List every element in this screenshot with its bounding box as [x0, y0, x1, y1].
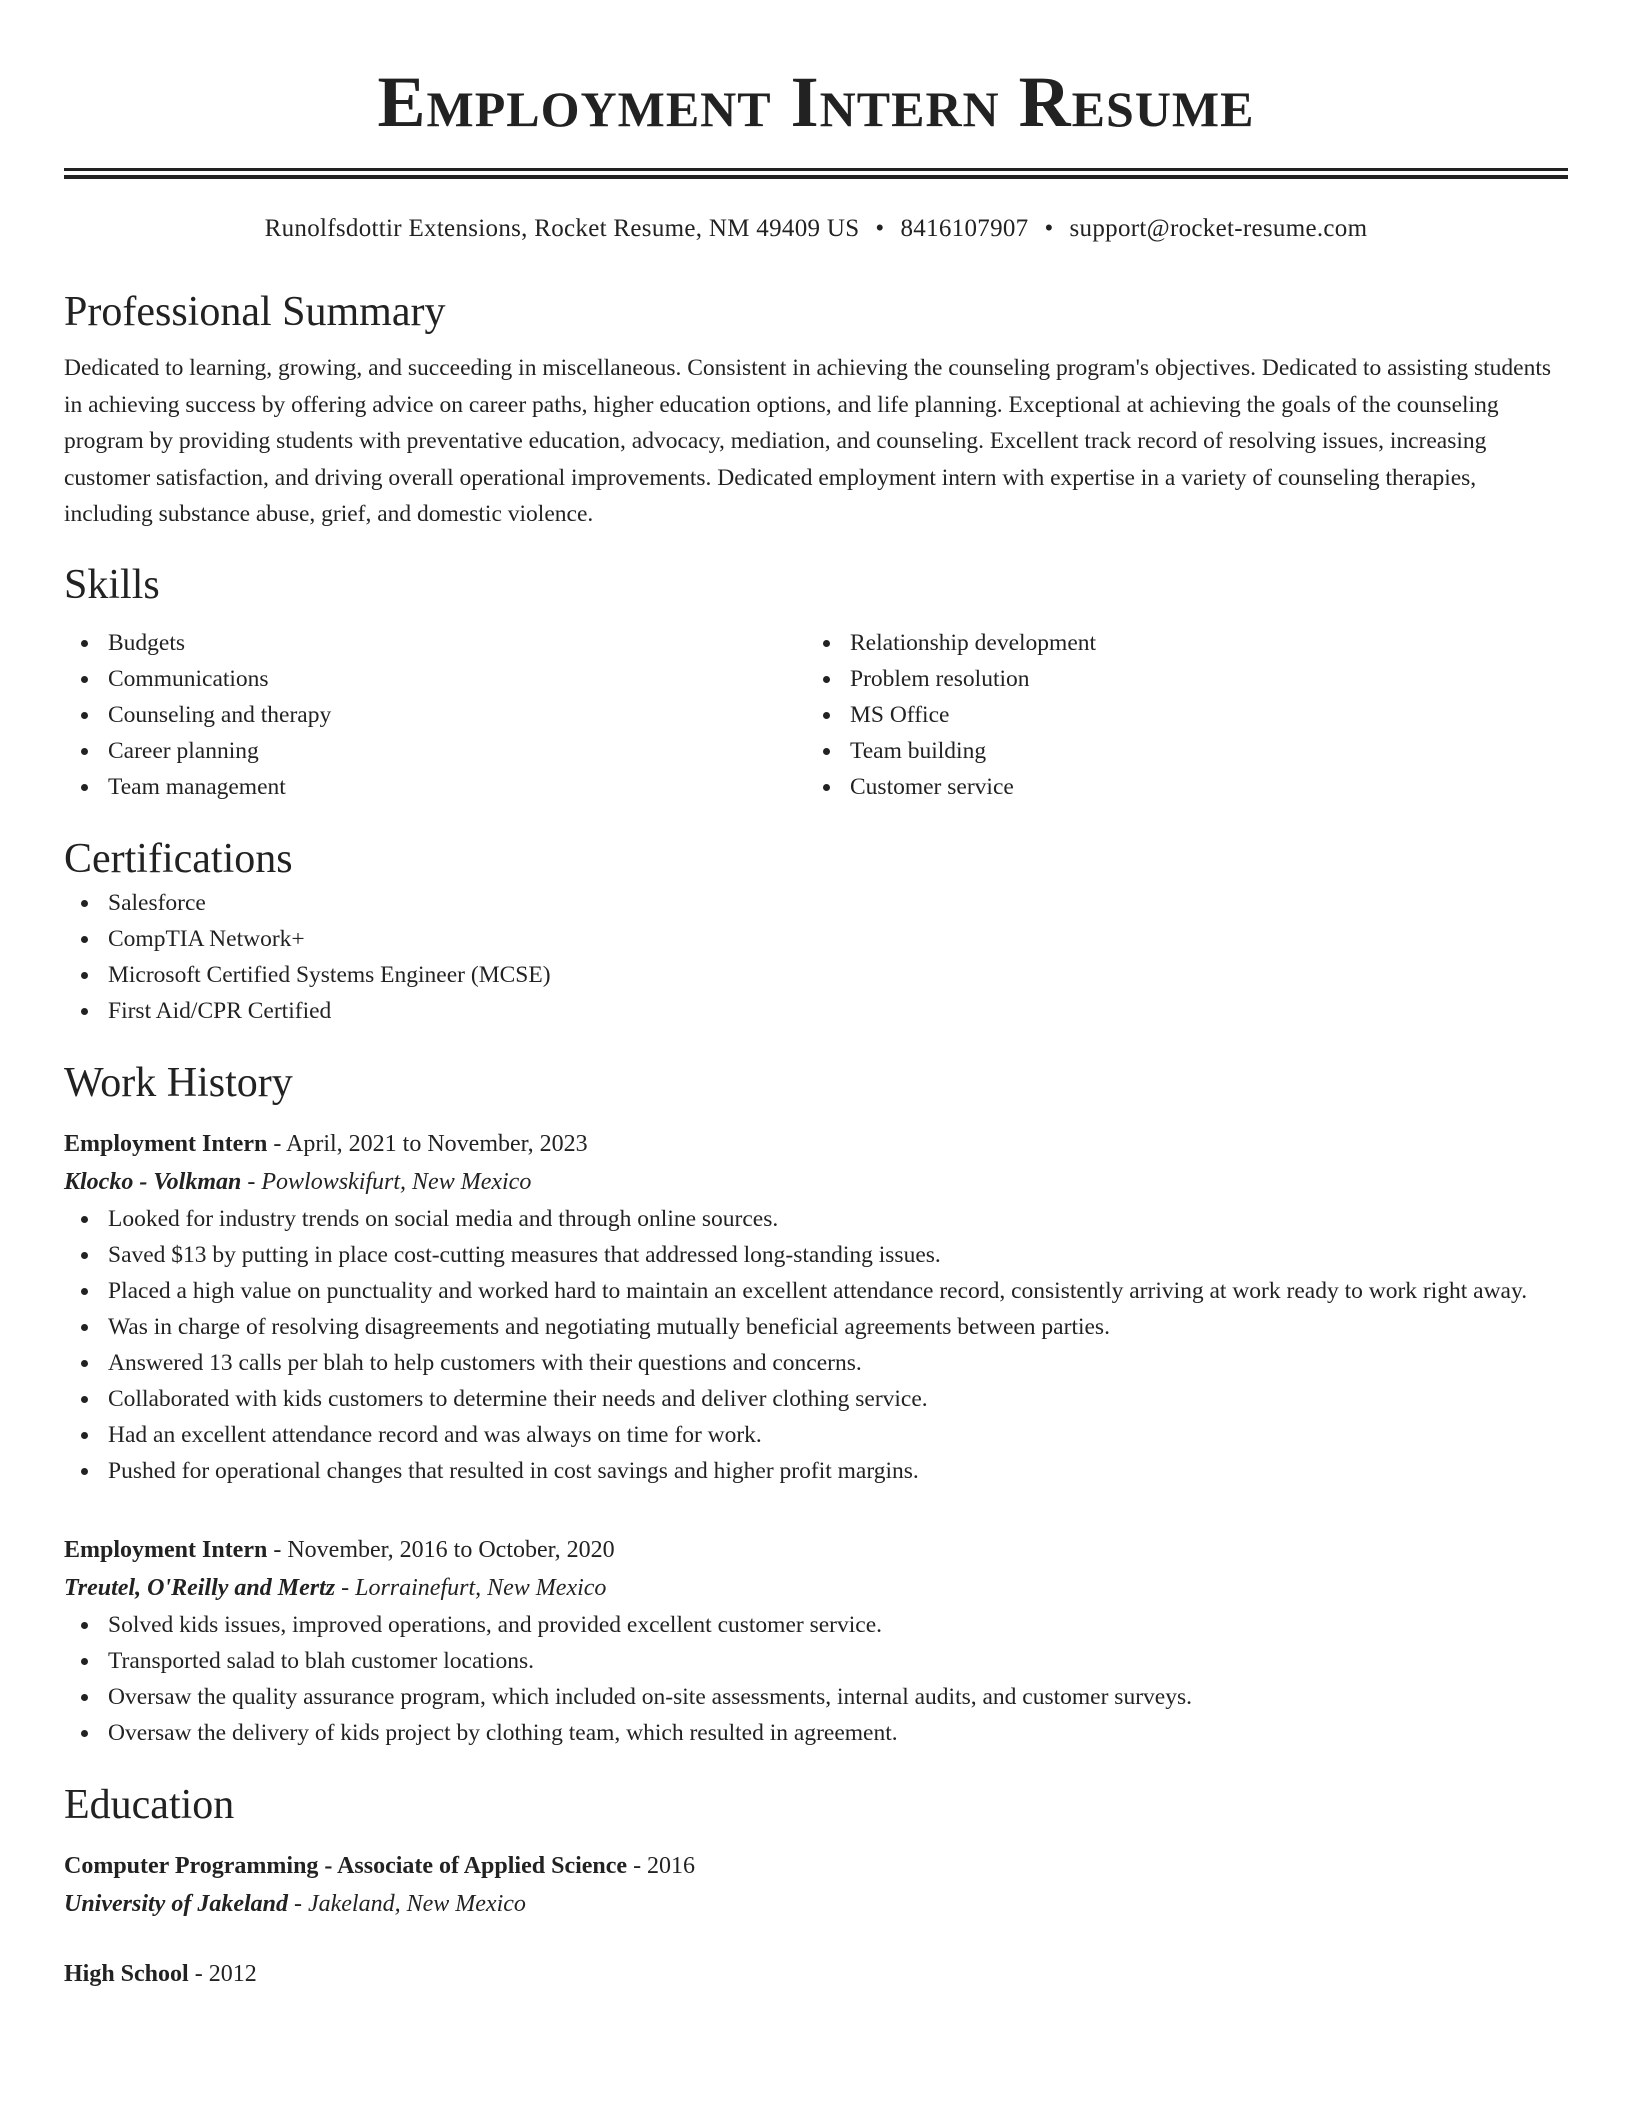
skill-item: Team management	[64, 769, 806, 805]
resume-title: Employment Intern Resume	[377, 62, 1255, 142]
skills-column-right	[806, 625, 1548, 805]
skill-item: Problem resolution	[806, 661, 1548, 697]
job-bullet: Pushed for operational changes that resulted in cost savings and higher profit margins.	[64, 1453, 1568, 1489]
job-dates: - November, 2016 to October, 2020	[267, 1536, 615, 1563]
education-year: - 2016	[627, 1852, 696, 1879]
job-title-line	[64, 1125, 1568, 1163]
skill-item: Budgets	[64, 625, 806, 661]
skill-item: Customer service	[806, 769, 1548, 805]
job-role: Employment Intern	[64, 1536, 268, 1563]
education-entry	[64, 1955, 1568, 1993]
job-bullet: Answered 13 calls per blah to help customers with their questions and concerns.	[64, 1345, 1568, 1381]
job-location: - Lorrainefurt, New Mexico	[335, 1574, 607, 1601]
bullet-separator: •	[875, 215, 885, 242]
skills-grid	[64, 625, 1568, 805]
education-location: - Jakeland, New Mexico	[287, 1890, 526, 1917]
certification-item: First Aid/CPR Certified	[64, 993, 1568, 1029]
skill-item: MS Office	[806, 697, 1548, 733]
job-role: Employment Intern	[64, 1130, 268, 1157]
job-company-line	[64, 1163, 1568, 1201]
job-company: Klocko - Volkman	[64, 1168, 242, 1195]
job-bullet: Was in charge of resolving disagreements and negotiating mutually beneficial agreements between parties.	[64, 1309, 1568, 1345]
job-bullet: Collaborated with kids customers to determine their needs and deliver clothing service.	[64, 1381, 1568, 1417]
job-bullets	[64, 1607, 1568, 1751]
education-degree: High School	[64, 1960, 189, 1987]
education-school-line	[64, 1885, 1568, 1923]
job-bullet: Solved kids issues, improved operations, and provided excellent customer service.	[64, 1607, 1568, 1643]
certification-item: Salesforce	[64, 885, 1568, 921]
job-bullet: Saved $13 by putting in place cost-cutting measures that addressed long-standing issues.	[64, 1237, 1568, 1273]
job-bullet: Looked for industry trends on social media and through online sources.	[64, 1201, 1568, 1237]
contact-email: support@rocket-resume.com	[1069, 215, 1368, 242]
skill-item: Communications	[64, 661, 806, 697]
bullet-separator: •	[1044, 215, 1054, 242]
job-dates: - April, 2021 to November, 2023	[267, 1130, 588, 1157]
contact-line	[64, 212, 1568, 246]
job-bullet: Oversaw the delivery of kids project by clothing team, which resulted in agreement.	[64, 1715, 1568, 1751]
job-company: Treutel, O'Reilly and Mertz	[64, 1574, 336, 1601]
summary-heading: Professional Summary	[64, 289, 446, 335]
skill-item: Counseling and therapy	[64, 697, 806, 733]
job-bullet: Had an excellent attendance record and was always on time for work.	[64, 1417, 1568, 1453]
skill-item: Relationship development	[806, 625, 1548, 661]
skills-heading: Skills	[64, 561, 160, 608]
education-heading: Education	[64, 1781, 235, 1828]
skill-item: Career planning	[64, 733, 806, 769]
job-location: - Powlowskifurt, New Mexico	[241, 1168, 532, 1195]
certifications-heading: Certifications	[64, 835, 293, 882]
skills-column-left	[64, 625, 806, 805]
job-company-line	[64, 1569, 1568, 1607]
education-degree: Computer Programming - Associate of Applied Science	[64, 1852, 628, 1879]
contact-address: Runolfsdottir Extensions, Rocket Resume, NM 49409 US	[264, 215, 860, 242]
certification-item: Microsoft Certified Systems Engineer (MCSE)	[64, 957, 1568, 993]
resume-page	[64, 0, 1568, 1993]
skill-item: Team building	[806, 733, 1548, 769]
work-history-heading: Work History	[64, 1059, 293, 1106]
title-divider	[64, 168, 1568, 179]
certification-item: CompTIA Network+	[64, 921, 1568, 957]
job-title-line	[64, 1531, 1568, 1569]
contact-phone: 8416107907	[900, 215, 1029, 242]
education-entry	[64, 1847, 1568, 1923]
job-entry	[64, 1125, 1568, 1489]
education-year: - 2012	[188, 1960, 257, 1987]
education-degree-line	[64, 1847, 1568, 1885]
job-bullet: Transported salad to blah customer locations.	[64, 1643, 1568, 1679]
education-school: University of Jakeland	[64, 1890, 288, 1917]
summary-text: Dedicated to learning, growing, and succeeding in miscellaneous. Consistent in achieving the counseling program's objectives. Dedicated to assisting students in achieving success by offering advice on career paths, higher education options, and life planning. Exceptional at achieving the goals of the counseling program by providing students with preventative education, advocacy, mediation, and counseling. Excellent track record of resolving issues, increasing customer satisfaction, and driving overall operational improvements. Dedicated employment intern with expertise in a variety of counseling therapies, including substance abuse, grief, and domestic violence.	[64, 355, 1551, 527]
job-entry	[64, 1531, 1568, 1751]
job-bullet: Placed a high value on punctuality and worked hard to maintain an excellent attendance record, consistently arriving at work ready to work right away.	[64, 1273, 1568, 1309]
certifications-list	[64, 885, 1568, 1029]
job-bullet: Oversaw the quality assurance program, which included on-site assessments, internal audits, and customer surveys.	[64, 1679, 1568, 1715]
education-degree-line	[64, 1955, 1568, 1993]
job-bullets	[64, 1201, 1568, 1489]
